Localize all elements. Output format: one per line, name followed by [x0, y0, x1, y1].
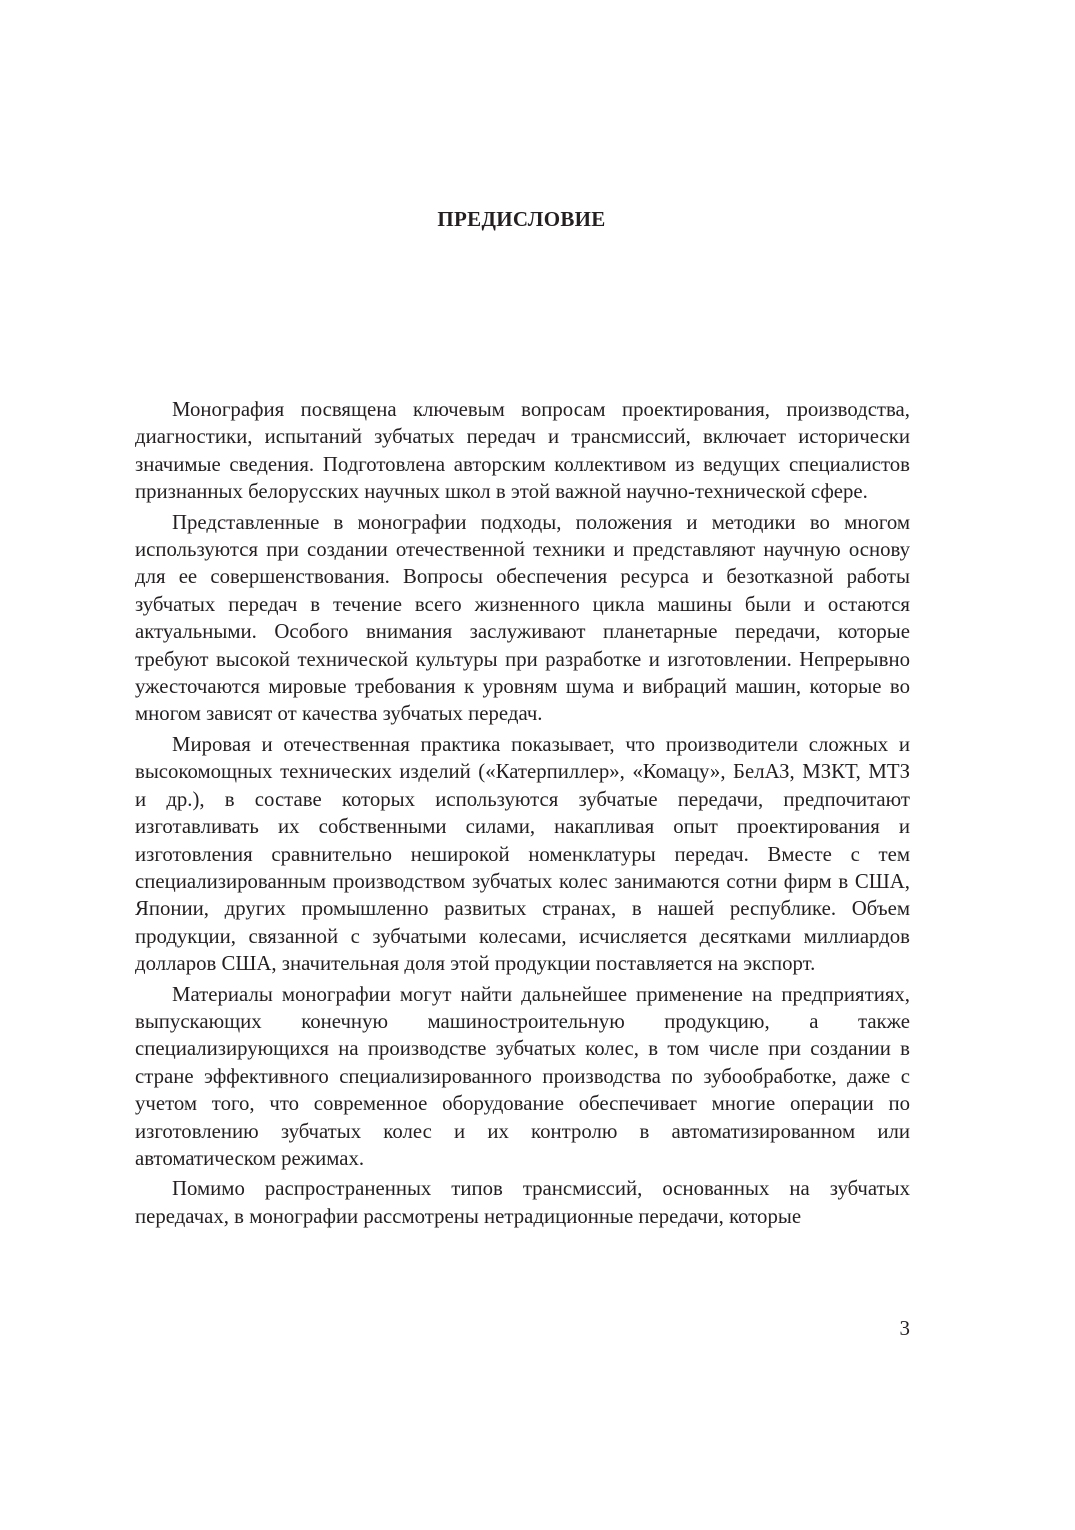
paragraph-3: Мировая и отечественная практика показывает, что производители сложных и высокомощных технических изделий («Катерпиллер», «Комацу», БелАЗ, МЗКТ, МТЗ и др.), в составе которых используются зубчатые передачи, предпочитают изготавливать их собственными силами, накапливая опыт проектирования и изготовления сравнительно неширокой номенклатуры передач. Вместе с тем специализированным производством зубчатых колес занимаются сотни фирм в США, Японии, других промышленно развитых странах, в нашей республике. Объем продукции, связанной с зубчатыми колесами, исчисляется десятками миллиардов долларов США, значительная доля этой продукции поставляется на экспорт.	[135, 732, 910, 976]
paragraph-5: Помимо распространенных типов трансмиссий, основанных на зубчатых передачах, в монографии рассмотрены нетрадиционные передачи, которые	[135, 1177, 910, 1228]
page-title: ПРЕДИСЛОВИЕ	[437, 207, 606, 231]
paragraph-1: Монография посвящена ключевым вопросам проектирования, производства, диагностики, испытаний зубчатых передач и трансмиссий, включает исторически значимые сведения. Подготовлена авторским коллективом из ведущих специалистов признанных белорусских научных школ в этой важной научно-технической сфере.	[135, 398, 910, 504]
paragraph-2: Представленные в монографии подходы, положения и методики во многом используются при создании отечественной техники и представляют научную основу для ее совершенствования. Вопросы обеспечения ресурса и безотказной работы зубчатых передач в течение всего жизненного цикла машины были и остаются актуальными. Особого внимания заслуживают планетарные передачи, которые требуют высокой технической культуры при разработке и изготовлении. Непрерывно ужесточаются мировые требования к уровням шума и вибраций машин, которые во многом зависят от качества зубчатых передач.	[135, 510, 910, 726]
page-number: 3	[899, 1316, 910, 1340]
paragraph-4: Материалы монографии могут найти дальнейшее применение на предприятиях, выпускающих конечную машиностроительную продукцию, а также специализирующихся на производстве зубчатых колес, в том числе при создании в стране эффективного специализированного производства по зубообработке, даже с учетом того, что современное оборудование обеспечивает многие операции по изготовлению зубчатых колес и их контролю в автоматизированном или автоматическом режимах.	[135, 982, 910, 1170]
body-text	[135, 396, 910, 1230]
